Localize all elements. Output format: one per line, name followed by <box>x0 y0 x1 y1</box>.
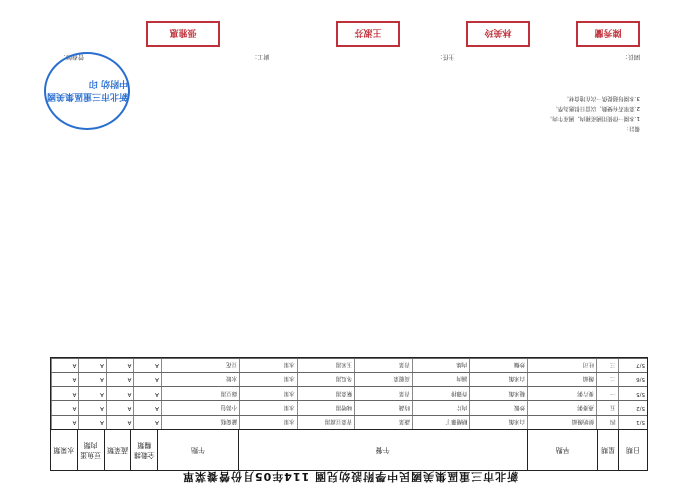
table-cell: A <box>106 401 133 414</box>
table-cell: 饅頭 <box>527 373 596 386</box>
footer-label: 園長： <box>621 53 640 60</box>
table-cell: 四 <box>596 416 618 429</box>
table-cell: 糖醋雞丁 <box>412 416 470 429</box>
table-cell: 二 <box>596 373 618 386</box>
table-cell: 味噌湯 <box>297 401 355 414</box>
table-cell: A <box>51 401 78 414</box>
table-cell: 5/1 <box>618 416 647 429</box>
table-cell: A <box>133 416 160 429</box>
table-cell: A <box>133 387 160 400</box>
table-cell: 水果 <box>239 373 297 386</box>
table-body <box>51 358 647 429</box>
table-cell: 紫菜湯 <box>297 387 355 400</box>
table-cell: 蘿蔔糕 <box>161 416 239 429</box>
red-stamp: 陳秀蘭 <box>576 21 640 47</box>
table-cell: A <box>51 387 78 400</box>
table-cell: 水果 <box>239 401 297 414</box>
document-title: 新北市三重區集美國民中學附設幼兒園 114年05月份營養菜單 <box>181 470 519 483</box>
table-cell: A <box>106 387 133 400</box>
menu-table <box>50 357 648 471</box>
header-cell: 午點 <box>157 430 237 470</box>
table-cell: 蔬菜 <box>354 416 412 429</box>
table-cell: 5/7 <box>618 359 647 372</box>
table-cell: A <box>51 373 78 386</box>
table-cell: 肉絲 <box>412 359 470 372</box>
table-row <box>51 386 647 400</box>
table-cell: 糙米飯 <box>469 387 527 400</box>
table-row <box>51 400 647 414</box>
table-cell: 5/2 <box>618 401 647 414</box>
table-cell: 小湯包 <box>161 401 239 414</box>
note-line: 1.本園一律使用國產豬肉、國產牛肉。 <box>546 115 640 121</box>
note-line: 2.菜單若有變動，以當日供應為準。 <box>552 105 640 111</box>
table-row <box>51 415 647 429</box>
table-cell: 水果 <box>239 416 297 429</box>
note-line: 3.本園每週提供一次在地食材。 <box>563 95 640 101</box>
table-cell: 水餃 <box>161 373 239 386</box>
table-cell: 綠豆湯 <box>161 387 239 400</box>
table-cell: 吐司 <box>527 359 596 372</box>
header-cell: 星期 <box>597 430 618 470</box>
table-cell: 燕麥粥 <box>527 401 596 414</box>
table-cell: 鮮奶饅頭 <box>527 416 596 429</box>
table-row <box>51 358 647 372</box>
table-cell: 肉片 <box>412 401 470 414</box>
table-cell: 冬瓜湯 <box>297 373 355 386</box>
red-stamp: 林美玲 <box>466 21 530 47</box>
table-cell: 一 <box>596 387 618 400</box>
table-cell: 5/6 <box>618 373 647 386</box>
table-cell: A <box>51 359 78 372</box>
header-cell: 午餐 <box>238 430 527 470</box>
table-cell: A <box>78 416 105 429</box>
table-cell: 滷肉 <box>412 373 470 386</box>
header-cell: 水果類 <box>53 446 75 454</box>
header-cell: 豆魚蛋肉類 <box>77 430 104 470</box>
table-cell: 三 <box>596 359 618 372</box>
table-cell: A <box>106 416 133 429</box>
table-cell: 5/5 <box>618 387 647 400</box>
table-cell: 白米飯 <box>469 373 527 386</box>
red-stamp: 張雅惠 <box>146 21 220 47</box>
header-cell: 日期 <box>618 430 647 470</box>
table-cell: A <box>51 416 78 429</box>
table-cell: 玉米湯 <box>297 359 355 372</box>
notes <box>80 93 640 133</box>
table-cell: 青菜 <box>354 359 412 372</box>
table-cell: A <box>78 359 105 372</box>
header-cell: 早點 <box>527 430 598 470</box>
table-cell: A <box>106 359 133 372</box>
table-cell: 青菜豆腐湯 <box>297 416 355 429</box>
footer-label: 營養師： <box>60 53 85 60</box>
kindergarten-seal: 新北市三重區集美國中附幼 印 <box>44 52 130 130</box>
header-cell: 蔬菜類 <box>104 430 131 470</box>
table-cell: A <box>78 401 105 414</box>
table-cell: A <box>133 401 160 414</box>
table-cell: A <box>106 373 133 386</box>
table-cell: 水果 <box>239 359 297 372</box>
table-row <box>51 372 647 386</box>
table-cell: 白米飯 <box>469 416 527 429</box>
table-cell: 高麗菜 <box>354 373 412 386</box>
footer-label: 主任： <box>436 53 455 60</box>
table-cell: 炒飯 <box>469 401 527 414</box>
table-cell: 麥片粥 <box>527 387 596 400</box>
table-cell: 青菜 <box>354 387 412 400</box>
table-cell: 炸雞排 <box>412 387 470 400</box>
table-header <box>51 429 647 470</box>
table-cell: A <box>78 387 105 400</box>
table-cell: A <box>133 373 160 386</box>
red-stamp: 王淑芬 <box>336 21 400 47</box>
table-cell: 豆花 <box>161 359 239 372</box>
footer-label: 廚工： <box>251 53 270 60</box>
table-cell: A <box>78 373 105 386</box>
table-cell: A <box>133 359 160 372</box>
table-cell: 時蔬 <box>354 401 412 414</box>
signature-line <box>60 53 640 62</box>
note-line: 備註： <box>623 125 640 131</box>
table-cell: 水果 <box>239 387 297 400</box>
table-cell: 炒麵 <box>469 359 527 372</box>
header-cell: 全穀雜糧類 <box>130 430 157 470</box>
table-cell: 五 <box>596 401 618 414</box>
